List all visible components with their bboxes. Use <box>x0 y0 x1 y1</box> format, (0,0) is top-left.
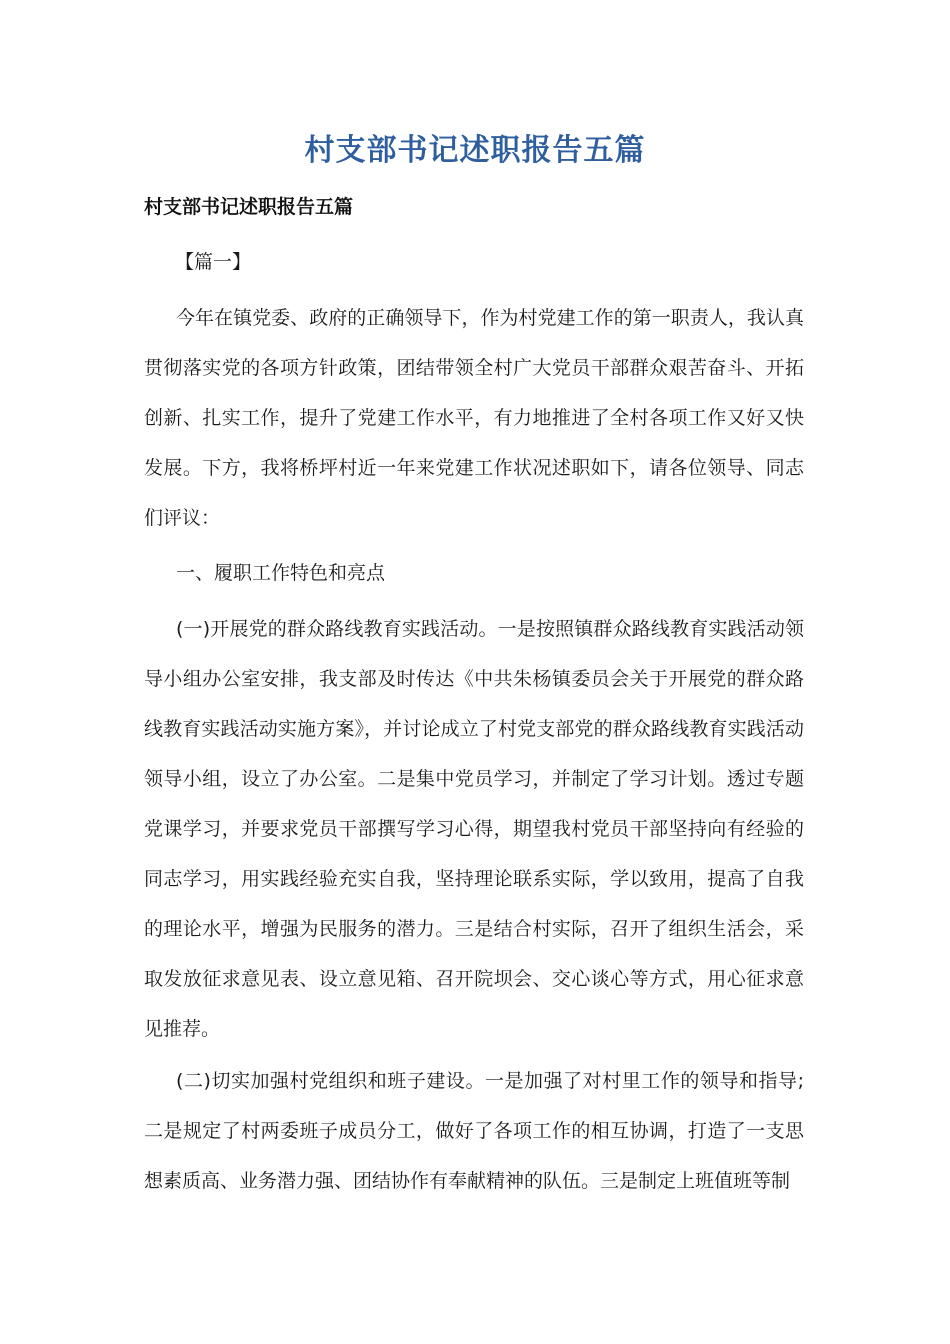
section-tag: 【篇一】 <box>175 251 252 273</box>
section-heading: 一、履职工作特色和亮点 <box>176 562 386 584</box>
body-paragraph: (一)开展党的群众路线教育实践活动。一是按照镇群众路线教育实践活动领导小组办公室安排，我支部及时传达《中共朱杨镇委员会关于开展党的群众路线教育实践活动实施方案》，并讨论成立了村党支部党的群众路线教育实践活动领导小组，设立了办公室。二是集中党员学习，并制定了学习计划。透过专题党课学习，并要求党员干部撰写学习心得，期望我村党员干部坚持向有经验的同志学习，用实践经验充实自我，坚持理论联系实际，学以致用，提高了自我的理论水平，增强为民服务的潜力。三是结合村实际，召开了组织生活会，采取发放征求意见表、设立意见箱、召开院坝会、交心谈心等方式，用心征求意见推荐。 <box>144 618 804 1040</box>
document-subtitle: 村支部书记述职报告五篇 <box>144 196 354 218</box>
body-paragraph: (二)切实加强村党组织和班子建设。一是加强了对村里工作的领导和指导;二是规定了村两委班子成员分工，做好了各项工作的相互协调，打造了一支思想素质高、业务潜力强、团结协作有奉献精神的队伍。三是制定上班值班等制 <box>144 1070 804 1192</box>
document-title: 村支部书记述职报告五篇 <box>304 133 646 168</box>
intro-paragraph: 今年在镇党委、政府的正确领导下，作为村党建工作的第一职责人，我认真贯彻落实党的各项方针政策，团结带领全村广大党员干部群众艰苦奋斗、开拓创新、扎实工作，提升了党建工作水平，有力地推进了全村各项工作又好又快发展。下方，我将桥坪村近一年来党建工作状况述职如下，请各位领导、同志们评议： <box>144 307 804 529</box>
